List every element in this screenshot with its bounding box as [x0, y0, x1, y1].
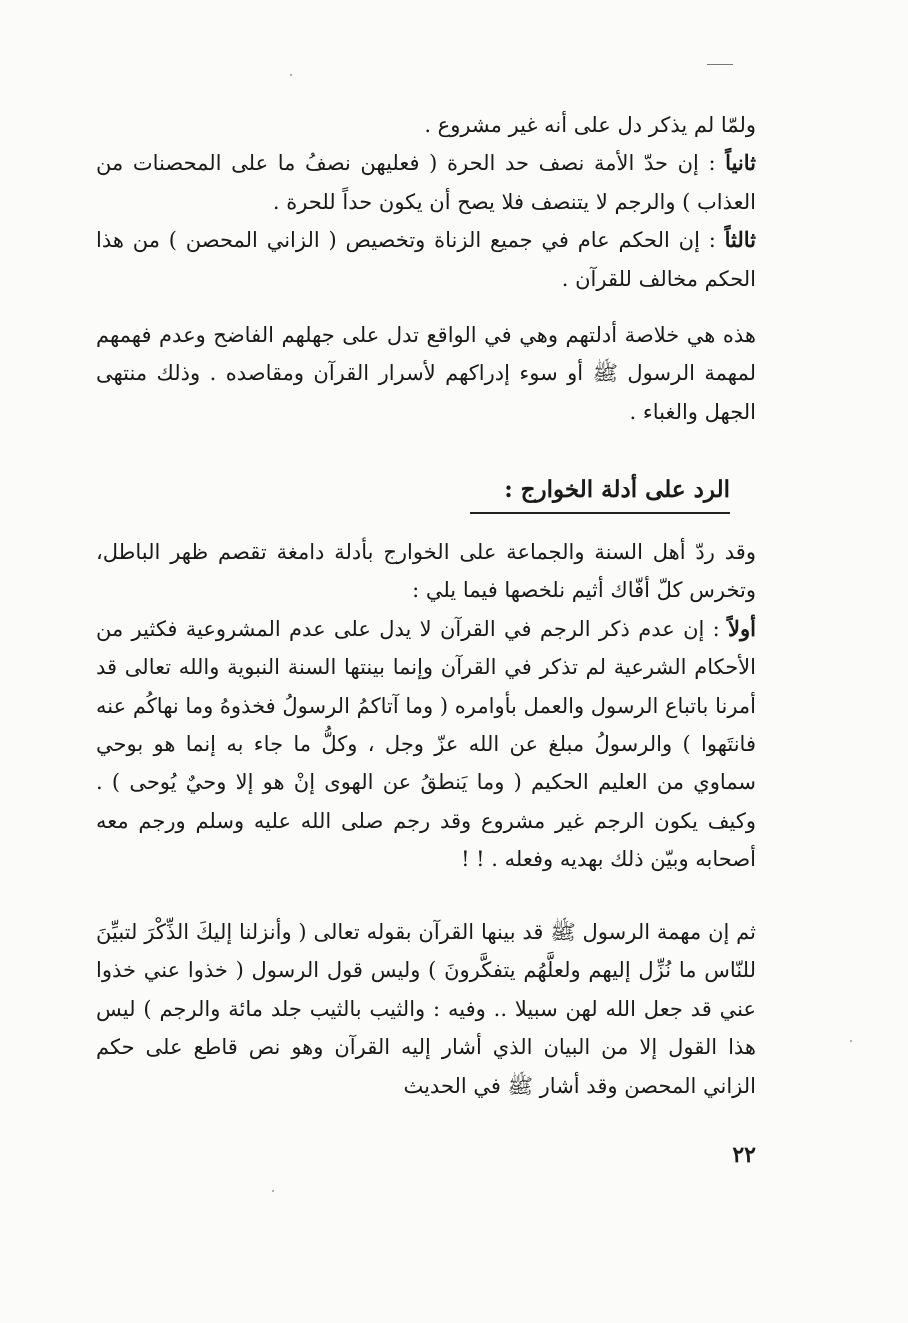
paragraph-intro: وقد ردّ أهل السنة والجماعة على الخوارج بأدلة دامغة تقصم ظهر الباطل، وتخرس كلّ أفّاك أثيم نلخصها فيما يلي : [96, 540, 756, 603]
paragraph-conclusion-first: ولمّا لم يذكر دل على أنه غير مشروع . [424, 113, 756, 137]
label-first: أولاً [728, 615, 756, 641]
paragraph-second-point [96, 144, 756, 221]
paragraph-third-point [96, 221, 756, 298]
page-number: ٢٢ [732, 1142, 756, 1168]
top-rule [707, 64, 733, 65]
text-block-4 [96, 913, 756, 1105]
paper-speck [290, 74, 292, 76]
text-third: : إن الحكم عام في جميع الزناة وتخصيص ( الزاني المحصن ) من هذا الحكم مخالف للقرآن . [96, 228, 756, 291]
label-third: ثالثاً [724, 227, 756, 253]
text-block-3 [96, 533, 756, 879]
label-second: ثانياً [725, 150, 756, 176]
paper-speck [850, 1040, 852, 1042]
text-first: : إن عدم ذكر الرجم في القرآن لا يدل على عدم المشروعية فكثير من الأحكام الشرعية لم تذكر في القرآن وإنما بينتها السنة النبوية والله تعالى قد أمرنا باتباع الرسول والعمل بأوامره ( وما آتاكمُ الرسولُ فخذوهُ وما نهاكُم عنه فانتَهوا ) والرسولُ مبلغ عن الله عزّ وجل ، وكلُّ ما جاء به إنما هو بوحي سماوي من العليم الحكيم ( وما يَنطقُ عن الهوى إنْ هو إلا وحيٌ يُوحى ) . وكيف يكون الرجم غير مشروع وقد رجم صلى الله عليه وسلم ورجم معه أصحابه وبيّن ذلك بهديه وفعله . ! ! [96, 616, 756, 872]
paper-speck [272, 1190, 274, 1192]
text-second: : إن حدّ الأمة نصف حد الحرة ( فعليهن نصفُ ما على المحصنات من العذاب ) والرجم لا يتنصف فلا يصح أن يكون حداً للحرة . [96, 151, 756, 214]
paragraph-prophet-mission: ثم إن مهمة الرسول ﷺ قد بينها القرآن بقوله تعالى ( وأنزلنا إليكَ الذِّكْرَ لتبيِّنَ للنّاس ما نُزِّل إليهم ولعلَّهُم يتفكَّرونَ ) وليس قول الرسول ( خذوا عني خذوا عني قد جعل الله لهن سبيلا .. وفيه : والثيب بالثيب جلد مائة والرجم ) ليس هذا القول إلا من البيان الذي أشار إليه القرآن وهو نص قاطع على حكم الزاني المحصن وقد أشار ﷺ في الحديث [96, 920, 756, 1098]
text-block-2 [96, 316, 756, 431]
text-block-1 [96, 106, 756, 298]
section-heading: الرد على أدلة الخوارج : [470, 470, 730, 514]
paragraph-summary: هذه هي خلاصة أدلتهم وهي في الواقع تدل على جهلهم الفاضح وعدم فهمهم لمهمة الرسول ﷺ أو سوء إدراكهم لأسرار القرآن ومقاصده . وذلك منتهى الجهل والغباء . [96, 323, 756, 424]
paragraph-first-point [96, 610, 756, 879]
